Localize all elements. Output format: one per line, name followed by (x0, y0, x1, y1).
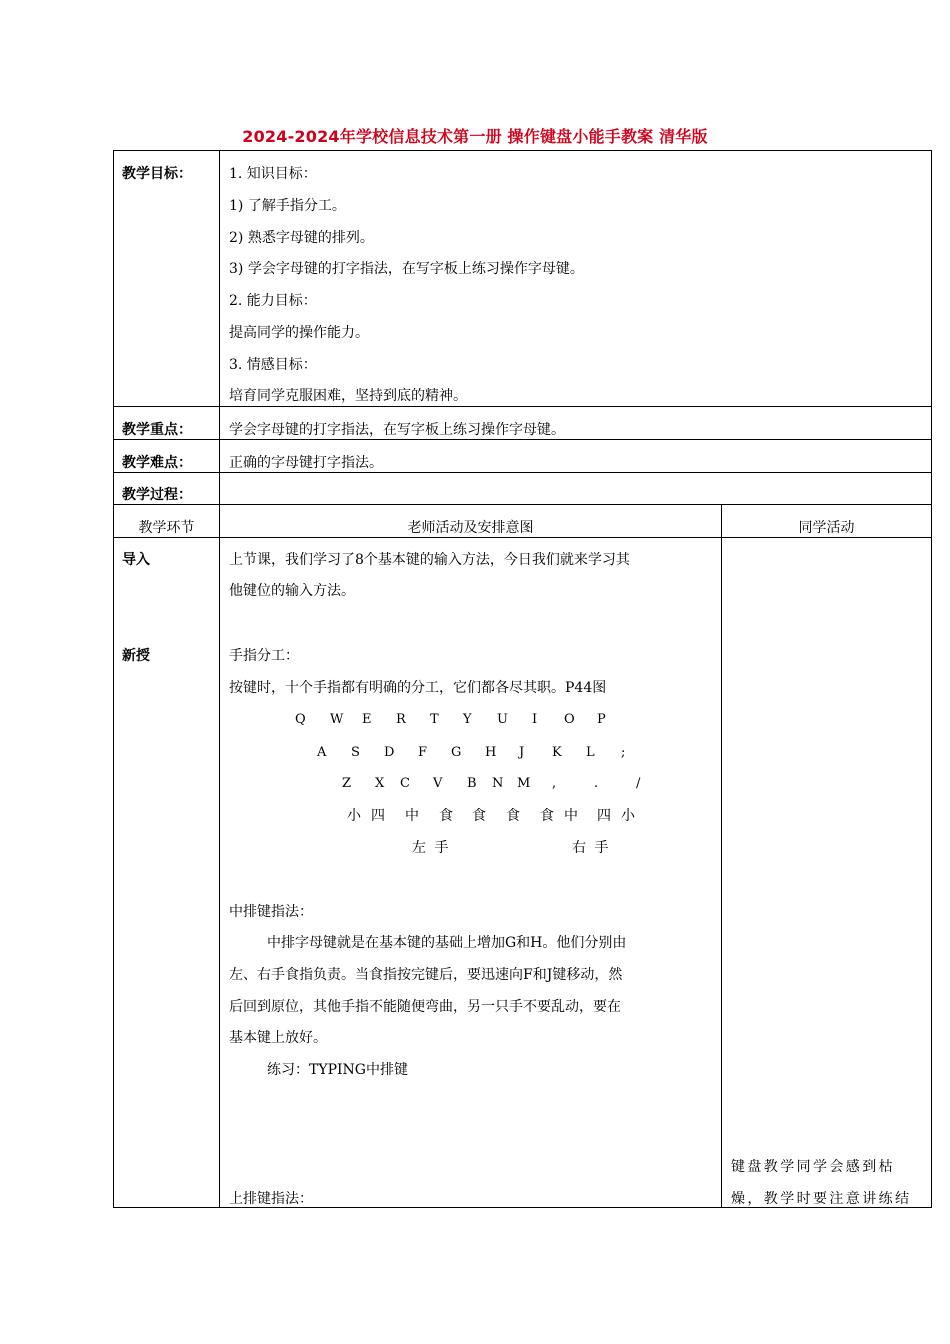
left-hand-label: 左 手 (412, 840, 449, 856)
key-point-text: 学会字母键的打字指法，在写字板上练习操作字母键。 (229, 422, 565, 438)
upper-row-title: 上排键指法： (229, 1191, 313, 1207)
teacher-intro-line: 他键位的输入方法。 (229, 583, 355, 599)
finger-label: 食 (506, 808, 520, 824)
key-label: / (636, 776, 641, 791)
middle-row-line: 基本键上放好。 (229, 1030, 327, 1046)
key-label: W (330, 712, 344, 727)
objective-line: 提高同学的操作能力。 (229, 325, 369, 341)
process-label: 教学过程： (122, 487, 192, 503)
key-label: I (532, 712, 538, 727)
stage-intro: 导入 (122, 552, 150, 568)
finger-label: 小 (621, 808, 635, 824)
objective-line: 1. 知识目标： (229, 166, 317, 182)
finger-label: 食 (439, 808, 453, 824)
column-header-stage: 教学环节 (138, 520, 195, 536)
objectives-label: 教学目标： (122, 166, 192, 182)
key-label: L (586, 745, 595, 760)
column-header-teacher: 老师活动及安排意图 (407, 520, 534, 536)
middle-row-title: 中排键指法： (229, 904, 313, 920)
document-title: 2024-2024年学校信息技术第一册 操作键盘小能手教案 清华版 (242, 127, 708, 146)
difficulty-text: 正确的字母键打字指法。 (229, 455, 383, 471)
objective-line: 1) 了解手指分工。 (229, 198, 346, 214)
finger-label: 中 (405, 808, 419, 824)
finger-label: 小 (347, 808, 361, 824)
stage-new: 新授 (122, 648, 150, 664)
key-label: E (362, 712, 372, 727)
key-label: J (519, 745, 525, 760)
objective-line: 培育同学克服困难，坚持到底的精神。 (229, 388, 467, 404)
middle-row-line: 中排字母键就是在基本键的基础上增加G和H。他们分别由 (267, 935, 627, 951)
key-label: T (430, 712, 439, 727)
key-label: X (375, 776, 385, 791)
middle-row-line: 后回到原位，其他手指不能随便弯曲，另一只手不要乱动，要在 (229, 999, 621, 1015)
key-label: C (400, 776, 410, 791)
key-label: K (552, 745, 562, 760)
key-label: V (433, 776, 443, 791)
key-label: Y (463, 712, 472, 727)
key-label: Z (342, 776, 352, 791)
key-label: U (497, 712, 508, 727)
middle-row-line: 左、右手食指负责。当食指按完键后，要迅速向F和J键移动，然 (229, 967, 623, 983)
objective-line: 2) 熟悉字母键的排列。 (229, 230, 374, 246)
finger-label: 食 (540, 808, 554, 824)
key-label: ; (621, 745, 626, 760)
key-label: P (597, 712, 606, 727)
key-label: H (485, 745, 497, 760)
right-hand-label: 右 手 (572, 840, 609, 856)
finger-label: 四 (371, 808, 385, 824)
key-label: G (451, 745, 462, 760)
key-label: . (594, 776, 599, 791)
difficulty-label: 教学难点： (122, 455, 192, 471)
key-label: Q (295, 712, 306, 727)
finger-label: 中 (564, 808, 578, 824)
finger-title: 手指分工： (229, 648, 299, 664)
teacher-intro-line: 上节课，我们学习了8个基本键的输入方法，今日我们就来学习其 (229, 552, 630, 568)
key-label: A (317, 745, 327, 760)
key-label: F (418, 745, 428, 760)
key-label: , (552, 776, 557, 791)
key-label: S (351, 745, 360, 760)
key-label: R (396, 712, 406, 727)
objective-line: 3. 情感目标： (229, 357, 317, 373)
finger-desc: 按键时，十个手指都有明确的分工，它们都各尽其职。P44图 (229, 680, 607, 696)
student-note-line: 燥，教学时要注意讲练结 (731, 1191, 912, 1207)
student-note-line: 键盘教学同学会感到枯 (731, 1159, 895, 1175)
finger-label: 食 (472, 808, 486, 824)
finger-label: 四 (597, 808, 611, 824)
key-label: N (492, 776, 504, 791)
objective-line: 2. 能力目标： (229, 293, 317, 309)
key-point-label: 教学重点： (122, 422, 192, 438)
key-label: O (564, 712, 575, 727)
practice-line: 练习：TYPING中排键 (267, 1062, 408, 1078)
key-label: B (467, 776, 477, 791)
key-label: M (517, 776, 531, 791)
objective-line: 3) 学会字母键的打字指法，在写字板上练习操作字母键。 (229, 261, 584, 277)
column-header-student: 同学活动 (798, 520, 855, 536)
key-label: D (384, 745, 395, 760)
